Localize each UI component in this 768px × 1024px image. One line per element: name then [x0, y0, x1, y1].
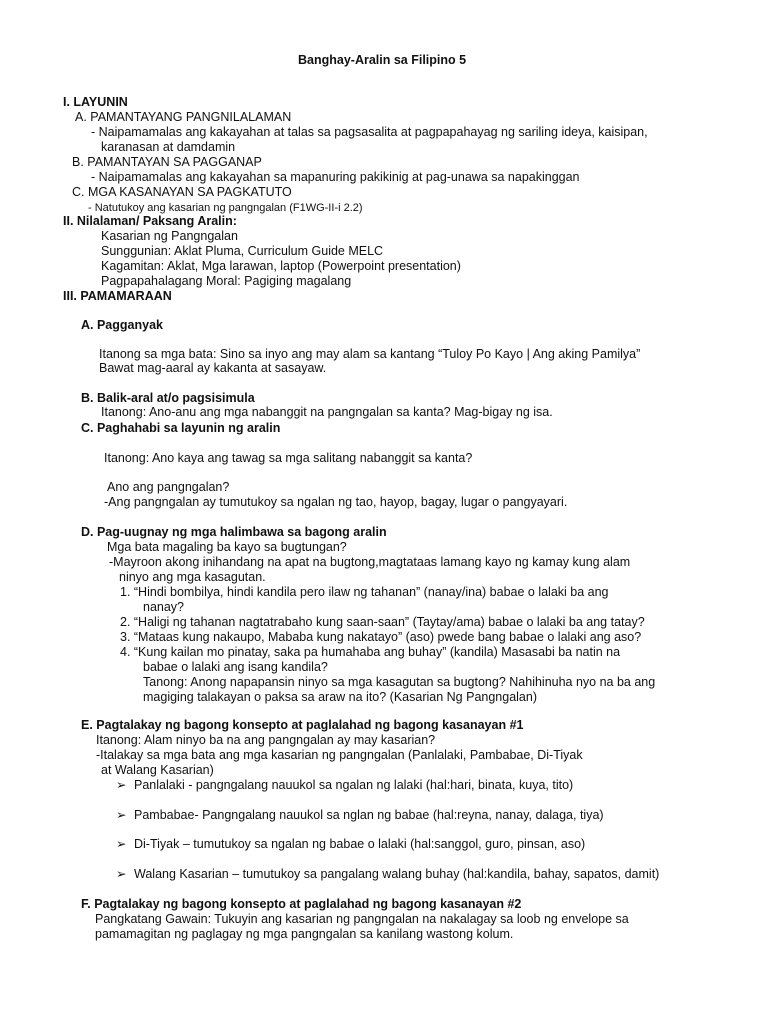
- gender-bullet: [116, 808, 604, 823]
- pamamaraan-f-text: Pangkatang Gawain: Tukuyin ang kasarian ng pangngalan na nakalagay sa loob ng envelope sa: [95, 912, 629, 926]
- pamamaraan-e-text: Itanong: Alam ninyo ba na ang pangngalan ay may kasarian?: [96, 733, 436, 747]
- arrow-bullet-icon: ➢: [116, 808, 127, 822]
- riddle-item: babae o lalaki ang isang kandila?: [143, 660, 328, 674]
- gender-bullet: [116, 837, 585, 852]
- pamamaraan-f-text: pamamagitan ng paglagay ng mga pangngalan sa kanilang wastong kolum.: [95, 927, 514, 941]
- gender-bullet-text: Panlalaki - pangngalang nauukol sa ngalan ng lalaki (hal:hari, binata, kuya, tito): [134, 778, 574, 792]
- pamamaraan-e-text: at Walang Kasarian): [101, 763, 214, 777]
- layunin-a-title: A. PAMANTAYANG PANGNILALAMAN: [75, 110, 292, 124]
- riddle-item: 3. “Mataas kung nakaupo, Mababa kung nakatayo” (aso) pwede bang babae o lalaki ang aso?: [120, 630, 642, 644]
- pamamaraan-f-title: F. Pagtalakay ng bagong konsepto at paglalahad ng bagong kasanayan #2: [81, 897, 522, 911]
- layunin-c-title: C. MGA KASANAYAN SA PAGKATUTO: [72, 185, 292, 199]
- pamamaraan-a-title: A. Pagganyak: [81, 318, 163, 332]
- arrow-bullet-icon: ➢: [116, 837, 127, 851]
- arrow-bullet-icon: ➢: [116, 867, 127, 881]
- section-layunin-heading: I. LAYUNIN: [63, 95, 128, 109]
- pamamaraan-e-text: -Italakay sa mga bata ang mga kasarian ng pangngalan (Panlalaki, Pambabae, Di-Tiyak: [96, 748, 583, 762]
- pamamaraan-d-text: Mga bata magaling ba kayo sa bugtungan?: [107, 540, 347, 554]
- nilalaman-item: Kagamitan: Aklat, Mga larawan, laptop (Powerpoint presentation): [101, 259, 461, 273]
- layunin-b-title: B. PAMANTAYAN SA PAGGANAP: [72, 155, 262, 169]
- document-title: Banghay-Aralin sa Filipino 5: [298, 53, 467, 67]
- gender-bullet: [116, 867, 659, 882]
- section-pamamaraan-heading: III. PAMAMARAAN: [63, 289, 172, 303]
- gender-bullet: [116, 778, 573, 793]
- layunin-c-text: - Natutukoy ang kasarian ng pangngalan (F1WG-II-i 2.2): [88, 202, 363, 214]
- riddle-item: 2. “Haligi ng tahanan nagtatrabaho kung saan-saan” (Taytay/ama) babae o lalaki ba ang tatay?: [120, 615, 645, 629]
- pamamaraan-d-title: D. Pag-uugnay ng mga halimbawa sa bagong aralin: [81, 525, 387, 539]
- gender-bullet-text: Pambabae- Pangngalang nauukol sa nglan ng babae (hal:reyna, nanay, dalaga, tiya): [134, 808, 604, 822]
- gender-bullet-text: Di-Tiyak – tumutukoy sa ngalan ng babae o lalaki (hal:sanggol, guro, pinsan, aso): [134, 837, 586, 851]
- pamamaraan-a-text: Bawat mag-aaral ay kakanta at sasayaw.: [99, 361, 327, 375]
- riddle-question: Tanong: Anong napapansin ninyo sa mga kasagutan sa bugtong? Nahihinuha nyo na ba ang: [143, 675, 656, 689]
- pamamaraan-c-text: Itanong: Ano kaya ang tawag sa mga salitang nabanggit sa kanta?: [104, 451, 473, 465]
- pamamaraan-a-text: Itanong sa mga bata: Sino sa inyo ang may alam sa kantang “Tuloy Po Kayo | Ang aking Pamilya”: [99, 347, 641, 361]
- layunin-b-text: - Naipamamalas ang kakayahan sa mapanuring pakikinig at pag-unawa sa napakinggan: [91, 170, 580, 184]
- gender-bullet-text: Walang Kasarian – tumutukoy sa pangalang walang buhay (hal:kandila, bahay, sapatos, damit): [134, 867, 660, 881]
- riddle-question: magiging talakayan o paksa sa araw na ito? (Kasarian Ng Pangngalan): [143, 690, 537, 704]
- pamamaraan-c-text: -Ang pangngalan ay tumutukoy sa ngalan ng tao, hayop, bagay, lugar o pangyayari.: [104, 495, 568, 509]
- pamamaraan-c-text: Ano ang pangngalan?: [107, 480, 230, 494]
- riddle-item: 1. “Hindi bombilya, hindi kandila pero ilaw ng tahanan” (nanay/ina) babae o lalaki ba ang: [120, 585, 609, 599]
- riddle-item: 4. “Kung kailan mo pinatay, saka pa humahaba ang buhay” (kandila) Masasabi ba natin na: [120, 645, 621, 659]
- section-nilalaman-heading: II. Nilalaman/ Paksang Aralin:: [63, 214, 237, 228]
- layunin-a-text: - Naipamamalas ang kakayahan at talas sa pagsasalita at pagpapahayag ng sariling ideya, kaisipan,: [91, 125, 648, 139]
- pamamaraan-b-title: B. Balik-aral at/o pagsisimula: [81, 391, 255, 405]
- pamamaraan-d-text: ninyo ang mga kasagutan.: [119, 570, 266, 584]
- pamamaraan-c-title: C. Paghahabi sa layunin ng aralin: [81, 421, 281, 435]
- pamamaraan-b-text: Itanong: Ano-anu ang mga nabanggit na pangngalan sa kanta? Mag-bigay ng isa.: [101, 405, 553, 419]
- riddle-item: nanay?: [143, 600, 185, 614]
- pamamaraan-e-title: E. Pagtalakay ng bagong konsepto at paglalahad ng bagong kasanayan #1: [81, 718, 524, 732]
- pamamaraan-d-text: -Mayroon akong inihandang na apat na bugtong,magtataas lamang kayo ng kamay kung alam: [109, 555, 631, 569]
- nilalaman-item: Pagpapahalagang Moral: Pagiging magalang: [101, 274, 352, 288]
- layunin-a-text-cont: karanasan at damdamin: [101, 140, 236, 154]
- nilalaman-item: Kasarian ng Pangngalan: [101, 229, 238, 243]
- arrow-bullet-icon: ➢: [116, 778, 127, 792]
- nilalaman-item: Sunggunian: Aklat Pluma, Curriculum Guide MELC: [101, 244, 384, 258]
